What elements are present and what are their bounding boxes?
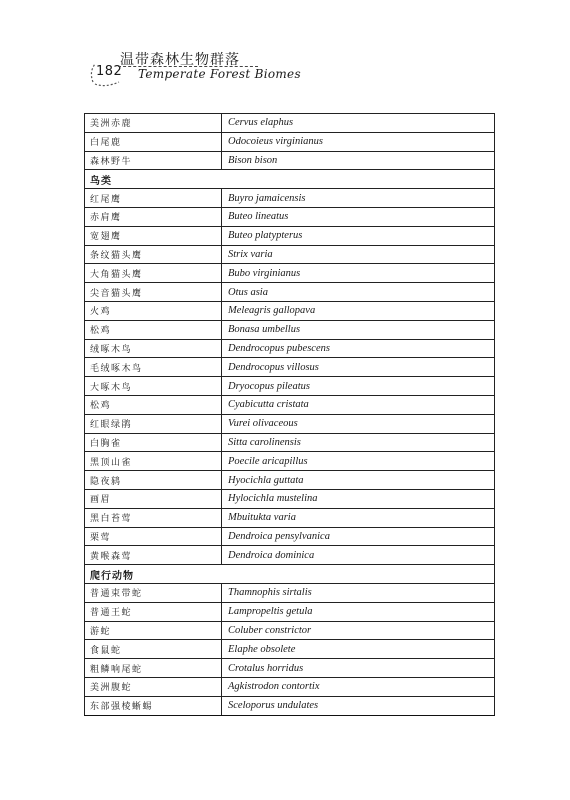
page-number: 182	[96, 64, 123, 79]
latin-name-cell: Buyro jamaicensis	[222, 189, 495, 208]
table-row	[85, 151, 495, 170]
chinese-name-cell: 大角猫头鹰	[85, 264, 222, 283]
chinese-name-cell: 松鸡	[85, 320, 222, 339]
latin-name-cell: Mbuitukta varia	[222, 508, 495, 527]
chinese-name-cell: 白尾鹿	[85, 132, 222, 151]
book-title: 温带森林生物群落	[120, 52, 240, 68]
table-row	[85, 264, 495, 283]
latin-name-cell: Sceloporus undulates	[222, 696, 495, 715]
table-row	[85, 546, 495, 565]
species-table	[84, 113, 495, 716]
table-row	[85, 508, 495, 527]
chinese-name-cell: 宽翅鹰	[85, 226, 222, 245]
latin-name-cell: Dendroica dominica	[222, 546, 495, 565]
latin-name-cell: Thamnophis sirtalis	[222, 583, 495, 602]
table-row	[85, 132, 495, 151]
chinese-name-cell: 赤肩鹰	[85, 207, 222, 226]
latin-name-cell: Hylocichla mustelina	[222, 489, 495, 508]
latin-name-cell: Meleagris gallopava	[222, 301, 495, 320]
chinese-name-cell: 东部强棱蜥蜴	[85, 696, 222, 715]
chinese-name-cell: 画眉	[85, 489, 222, 508]
table-row	[85, 226, 495, 245]
table-row	[85, 621, 495, 640]
table-row	[85, 377, 495, 396]
section-row	[85, 565, 495, 584]
latin-name-cell: Dryocopus pileatus	[222, 377, 495, 396]
table-row	[85, 414, 495, 433]
chinese-name-cell: 尖音猫头鹰	[85, 283, 222, 302]
table-row	[85, 696, 495, 715]
table-row	[85, 320, 495, 339]
latin-name-cell: Dendroica pensylvanica	[222, 527, 495, 546]
book-subtitle: Temperate Forest Biomes	[138, 67, 301, 81]
latin-name-cell: Elaphe obsolete	[222, 640, 495, 659]
species-table-body	[85, 114, 495, 716]
chinese-name-cell: 黄喉森莺	[85, 546, 222, 565]
table-row	[85, 452, 495, 471]
latin-name-cell: Crotalus horridus	[222, 659, 495, 678]
latin-name-cell: Poecile aricapillus	[222, 452, 495, 471]
chinese-name-cell: 粗鳞响尾蛇	[85, 659, 222, 678]
chinese-name-cell: 绒啄木鸟	[85, 339, 222, 358]
chinese-name-cell: 食鼠蛇	[85, 640, 222, 659]
table-row	[85, 659, 495, 678]
table-row	[85, 339, 495, 358]
section-heading: 爬行动物	[85, 565, 495, 584]
table-row	[85, 471, 495, 490]
chinese-name-cell: 红眼绿鹃	[85, 414, 222, 433]
chinese-name-cell: 红尾鹰	[85, 189, 222, 208]
latin-name-cell: Odocoieus virginianus	[222, 132, 495, 151]
latin-name-cell: Lampropeltis getula	[222, 602, 495, 621]
chinese-name-cell: 毛绒啄木鸟	[85, 358, 222, 377]
table-row	[85, 527, 495, 546]
latin-name-cell: Bubo virginianus	[222, 264, 495, 283]
latin-name-cell: Bonasa umbellus	[222, 320, 495, 339]
table-row	[85, 301, 495, 320]
chinese-name-cell: 普通束带蛇	[85, 583, 222, 602]
latin-name-cell: Cyabicutta cristata	[222, 395, 495, 414]
latin-name-cell: Sitta carolinensis	[222, 433, 495, 452]
table-row	[85, 640, 495, 659]
table-row	[85, 395, 495, 414]
chinese-name-cell: 普通王蛇	[85, 602, 222, 621]
chinese-name-cell: 黑白苔莺	[85, 508, 222, 527]
latin-name-cell: Hyocichla guttata	[222, 471, 495, 490]
latin-name-cell: Dendrocopus pubescens	[222, 339, 495, 358]
latin-name-cell: Cervus elaphus	[222, 114, 495, 133]
chinese-name-cell: 条纹猫头鹰	[85, 245, 222, 264]
table-row	[85, 189, 495, 208]
latin-name-cell: Dendrocopus villosus	[222, 358, 495, 377]
latin-name-cell: Otus asia	[222, 283, 495, 302]
table-row	[85, 207, 495, 226]
chinese-name-cell: 白胸雀	[85, 433, 222, 452]
latin-name-cell: Strix varia	[222, 245, 495, 264]
table-row	[85, 602, 495, 621]
page-header	[0, 0, 570, 100]
chinese-name-cell: 栗莺	[85, 527, 222, 546]
chinese-name-cell: 游蛇	[85, 621, 222, 640]
latin-name-cell: Coluber constrictor	[222, 621, 495, 640]
chinese-name-cell: 大啄木鸟	[85, 377, 222, 396]
chinese-name-cell: 美洲腹蛇	[85, 677, 222, 696]
table-row	[85, 583, 495, 602]
table-row	[85, 433, 495, 452]
latin-name-cell: Bison bison	[222, 151, 495, 170]
latin-name-cell: Vurei olivaceous	[222, 414, 495, 433]
section-row	[85, 170, 495, 189]
table-row	[85, 283, 495, 302]
table-row	[85, 245, 495, 264]
chinese-name-cell: 森林野牛	[85, 151, 222, 170]
chinese-name-cell: 松鸡	[85, 395, 222, 414]
chinese-name-cell: 隐夜鸫	[85, 471, 222, 490]
table-row	[85, 358, 495, 377]
latin-name-cell: Buteo platypterus	[222, 226, 495, 245]
latin-name-cell: Buteo lineatus	[222, 207, 495, 226]
chinese-name-cell: 美洲赤鹿	[85, 114, 222, 133]
table-row	[85, 677, 495, 696]
chinese-name-cell: 黑顶山雀	[85, 452, 222, 471]
table-row	[85, 114, 495, 133]
latin-name-cell: Agkistrodon contortix	[222, 677, 495, 696]
chinese-name-cell: 火鸡	[85, 301, 222, 320]
table-row	[85, 489, 495, 508]
section-heading: 鸟类	[85, 170, 495, 189]
